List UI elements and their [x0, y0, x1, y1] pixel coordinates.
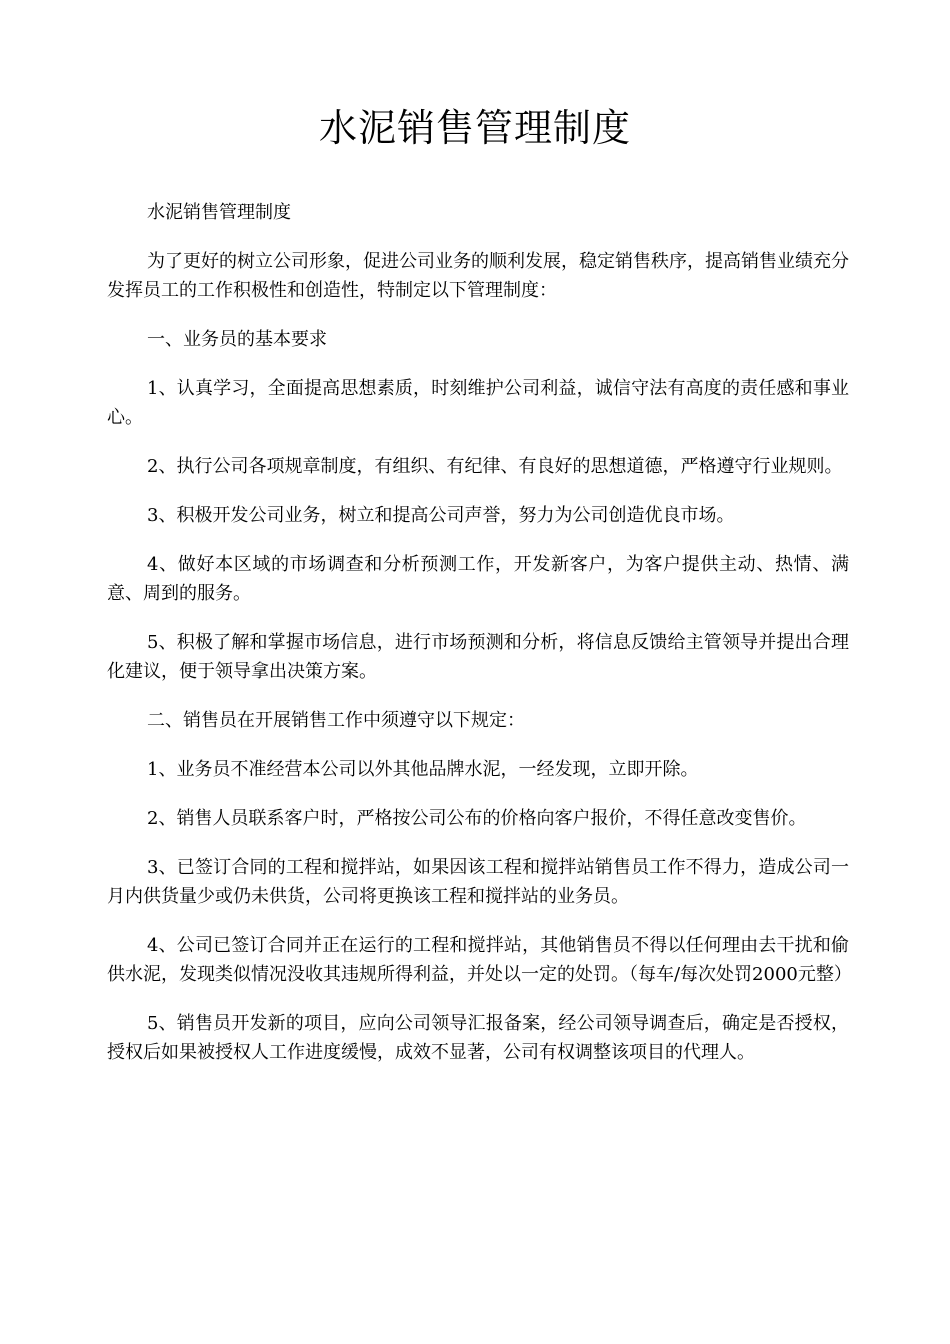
- paragraph-subtitle: 水泥销售管理制度: [147, 202, 291, 223]
- paragraph-rule-4: 4、公司已签订合同并正在运行的工程和搅拌站，其他销售员不得以任何理由去干扰和偷供水泥，发现类似情况没收其违规所得利益，并处以一定的处罚。（每车/每次处罚2000元整）: [107, 935, 852, 985]
- paragraph-intro: 为了更好的树立公司形象，促进公司业务的顺利发展，稳定销售秩序，提高销售业绩充分发挥员工的工作积极性和创造性，特制定以下管理制度：: [107, 251, 849, 301]
- document-body: [107, 198, 852, 1087]
- document-title: 水泥销售管理制度: [318, 106, 631, 150]
- section-heading-sales-rules: 二、销售员在开展销售工作中须遵守以下规定：: [147, 710, 525, 731]
- paragraph-rule-2: 2、销售人员联系客户时，严格按公司公布的价格向客户报价，不得任意改变售价。: [147, 808, 807, 829]
- paragraph-requirement-3: 3、积极开发公司业务，树立和提高公司声誉，努力为公司创造优良市场。: [147, 505, 735, 526]
- paragraph-rule-3: 3、已签订合同的工程和搅拌站，如果因该工程和搅拌站销售员工作不得力，造成公司一月内供货量少或仍未供货，公司将更换该工程和搅拌站的业务员。: [107, 857, 849, 907]
- paragraph-rule-5: 5、销售员开发新的项目，应向公司领导汇报备案，经公司领导调查后，确定是否授权，授权后如果被授权人工作进度缓慢，成效不显著，公司有权调整该项目的代理人。: [107, 1013, 849, 1063]
- paragraph-requirement-5: 5、积极了解和掌握市场信息，进行市场预测和分析，将信息反馈给主管领导并提出合理化建议，便于领导拿出决策方案。: [107, 632, 849, 682]
- paragraph-requirement-1: 1、认真学习，全面提高思想素质，时刻维护公司利益，诚信守法有高度的责任感和事业心。: [107, 378, 849, 428]
- section-heading-basic-requirements: 一、业务员的基本要求: [147, 329, 327, 350]
- paragraph-requirement-2: 2、执行公司各项规章制度，有组织、有纪律、有良好的思想道德，严格遵守行业规则。: [147, 456, 843, 477]
- paragraph-rule-1: 1、业务员不准经营本公司以外其他品牌水泥，一经发现，立即开除。: [147, 759, 699, 780]
- paragraph-requirement-4: 4、做好本区域的市场调查和分析预测工作，开发新客户，为客户提供主动、热情、满意、周到的服务。: [107, 554, 849, 604]
